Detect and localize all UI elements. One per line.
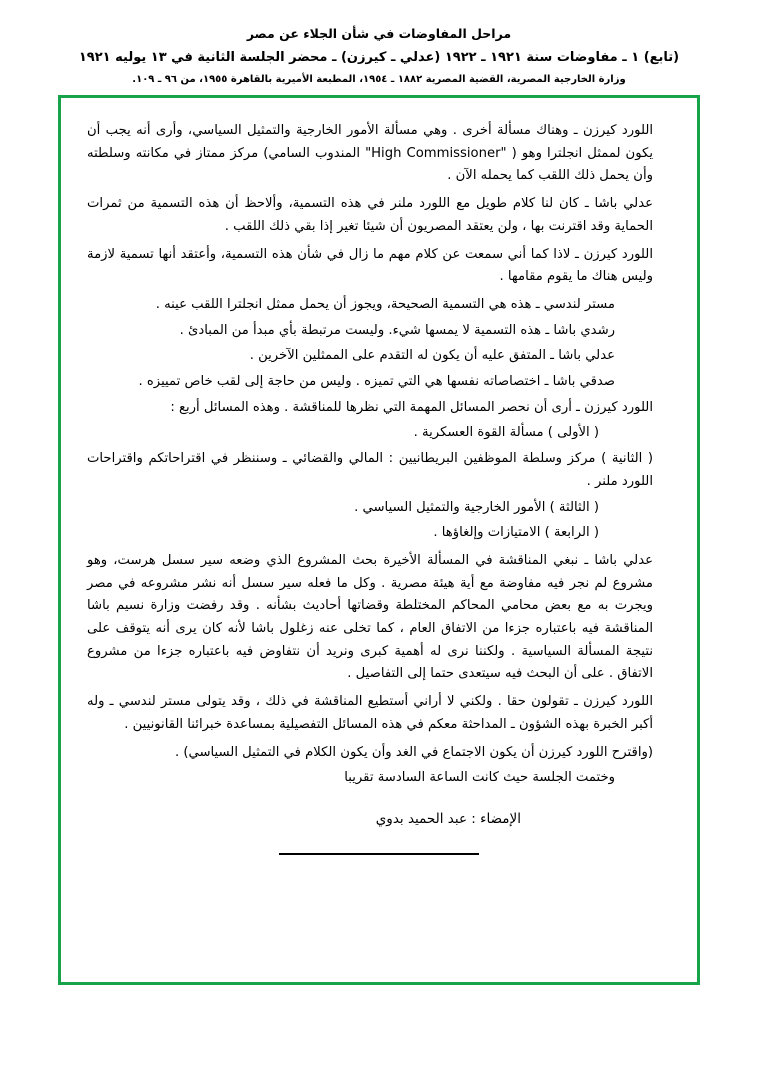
list-item: ( الرابعة ) الامتيازات وإلغاؤها . <box>433 525 599 541</box>
horizontal-rule <box>279 853 479 855</box>
paragraph: عدلي باشا ـ كان لنا كلام طويل مع اللورد ملنر في هذه التسمية، وألاحظ أن هذه التسمية من ثمرات الحماية وقد اقترنت بها ، ولن يعتقد المصريون أن شيئا تغير إذا بقي ذلك اللقب . <box>87 196 653 234</box>
paragraph: اللورد كيرزن ـ أرى أن نحصر المسائل المهمة التي نظرها للمناقشة . وهذه المسائل أربع : <box>170 399 653 415</box>
document-subtitle: (تابع) ١ ـ مفاوضات سنة ١٩٢١ ـ ١٩٢٢ (عدلي ـ كيرزن) ـ محضر الجلسة الثانية في ١٣ يوليه ١٩٢١ <box>78 50 680 65</box>
paragraph: اللورد كيرزن ـ وهناك مسألة أخرى . وهي مسألة الأمور الخارجية والتمثيل السياسي، وأرى أنه يجب أن يكون لممثل انجلترا وهو ( "High Commissioner" المندوب السامي) مركز ممتاز في مكانته وسلطته وأن يحمل ذلك اللقب كما يحمله الآن . <box>87 123 653 184</box>
list-item: ( الأولى ) مسألة القوة العسكرية . <box>413 425 599 441</box>
bordered-content-frame <box>58 95 700 985</box>
paragraph: اللورد كيرزن ـ لاذا كما أني سمعت عن كلام مهم ما زال في شأن هذه التسمية، وأعتقد أنها تسمية لازمة وليس هناك ما يقوم مقامها . <box>87 246 653 285</box>
document-body <box>87 120 671 855</box>
list-item: ( الثالثة ) الأمور الخارجية والتمثيل السياسي . <box>354 499 599 515</box>
paragraph: صدقي باشا ـ اختصاصاته نفسها هي التي تميزه . وليس من حاجة إلى لقب خاص تمييزه . <box>138 374 615 390</box>
document-header <box>18 26 740 85</box>
paragraph: وختمت الجلسة حيث كانت الساعة السادسة تقريبا <box>344 770 615 786</box>
paragraph: (واقترح اللورد كيرزن أن يكون الاجتماع في الغد وأن يكون الكلام في التمثيل السياسي) . <box>174 744 653 760</box>
paragraph: عدلي باشا ـ المتفق عليه أن يكون له التقدم على الممثلين الآخرين . <box>249 348 615 364</box>
paragraph: عدلي باشا ـ نبغي المناقشة في المسألة الأخيرة بحث المشروع الذي وضعه سير سسل هرست، وهو مشروع لم نجر فيه مفاوضة مع أية هيئة مصرية . وكل ما فعله سير سسل أنه نشر مشروعه في مصر ويجرت به مع بعض محامي المحاكم المختلطة وقضاتها أحاديث بشأنه . وقد رفضت وزارة نسيم باشا المناقشة فيه باعتباره جزءا من الاتفاق العام ، كما تخلى عنه زغلول باشا لأنه كان يرى أنه يتوقف على نتيجة المسألة السياسية . ولكننا نرى له أهمية كبرى ونريد أن نتفاوض فيه باعتباره جزءا من مشروع الاتفاق . على أن البحث فيه سيتعدى حتما إلى التفاصيل . <box>87 552 653 682</box>
document-source-citation: وزارة الخارجية المصرية، القضية المصرية ١٨٨٢ ـ ١٩٥٤، المطبعة الأميرية بالقاهرة ١٩٥٥، من ٩٦ ـ ١٠٩. <box>132 74 626 85</box>
paragraph: اللورد كيرزن ـ تقولون حقا . ولكني لا أراني أستطيع المناقشة في ذلك ، وقد يتولى مستر لندسي ـ وله أكبر الخبرة بهذه الشؤون ـ المداحثة معكم في هذه المسائل التفصيلية بمساعدة خبرائنا القانونيين . <box>87 694 653 732</box>
signature-line: الإمضاء : عبد الحميد بدوي <box>375 810 521 827</box>
paragraph: مستر لندسي ـ هذه هي التسمية الصحيحة، ويجوز أن يحمل ممثل انجلترا اللقب عينه . <box>155 296 615 312</box>
list-item: ( الثانية ) مركز وسلطة الموظفين البريطانيين : المالي والقضائي ـ وسننظر في اقتراحاتكم واقتراحات اللورد ملنر . <box>87 451 653 489</box>
paragraph: رشدي باشا ـ هذه التسمية لا يمسها شيء. وليست مرتبطة بأي مبدأ من المبادئ . <box>179 322 615 338</box>
document-title: مراحل المفاوضات في شأن الجلاء عن مصر <box>246 26 512 41</box>
